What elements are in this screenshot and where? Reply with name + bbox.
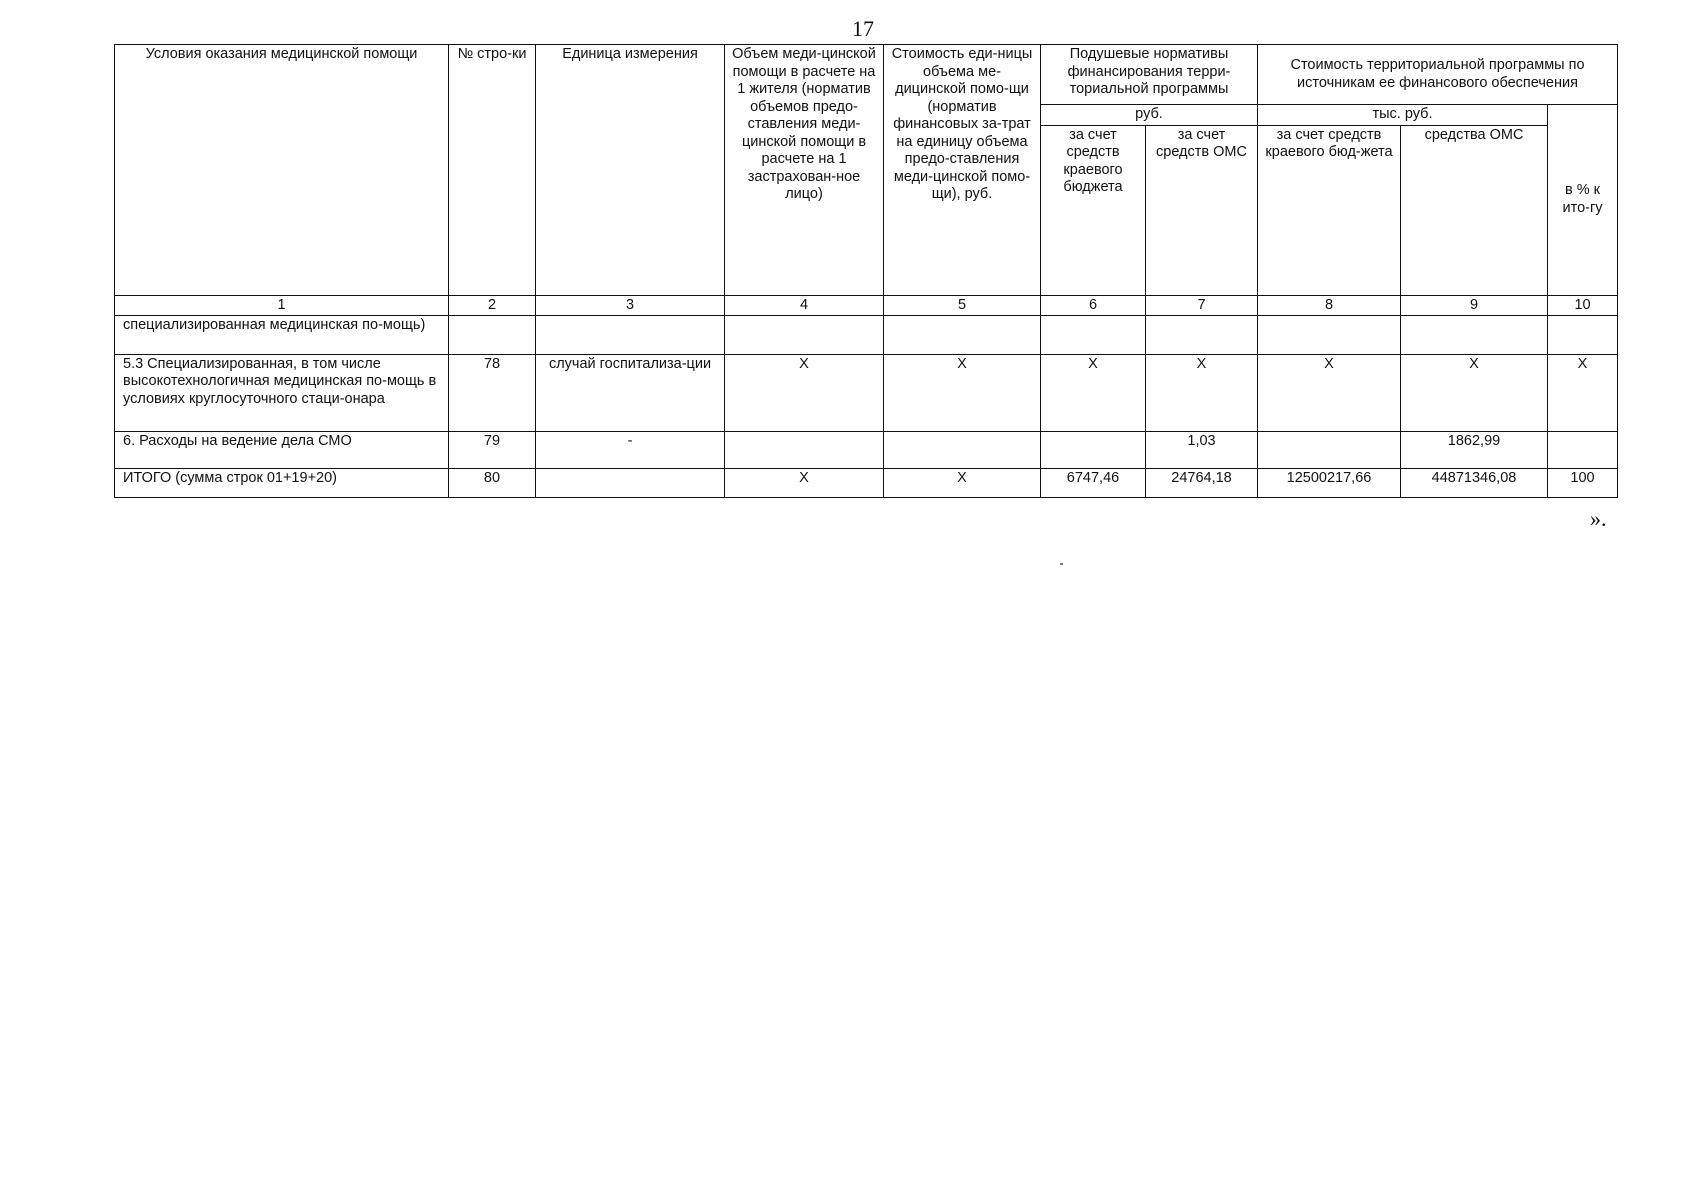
row-oms-thousand: 44871346,08 — [1401, 468, 1548, 497]
row-percent: X — [1548, 354, 1618, 431]
row-oms-rub: 1,03 — [1146, 431, 1258, 468]
header-regional-budget-rub: за счет средств краевого бюджета — [1041, 125, 1146, 295]
column-number-row — [115, 295, 1618, 315]
column-number: 10 — [1548, 295, 1618, 315]
page-number: 17 — [852, 16, 874, 41]
column-number: 2 — [449, 295, 536, 315]
row-unit — [536, 468, 725, 497]
column-number: 1 — [115, 295, 449, 315]
row-oms-thousand: X — [1401, 354, 1548, 431]
header-unit-of-measure: Единица измерения — [536, 45, 725, 296]
closing-quote-mark: ». — [1590, 506, 1607, 531]
header-unit-thousand-rub: тыс. руб. — [1258, 105, 1548, 126]
column-number: 5 — [884, 295, 1041, 315]
header-regional-budget-thousand: за счет средств краевого бюд-жета — [1258, 125, 1401, 295]
row-unit — [536, 315, 725, 354]
row-volume — [725, 431, 884, 468]
header-volume: Объем меди-цинской помощи в расчете на 1 жителя (норматив объемов предо-ставления меди-цинской помощи в расчете на 1 застрахован-ное лицо) — [725, 45, 884, 296]
row-percent — [1548, 431, 1618, 468]
row-line-number: 79 — [449, 431, 536, 468]
row-unit-cost — [884, 315, 1041, 354]
column-number: 4 — [725, 295, 884, 315]
table-row — [115, 354, 1618, 431]
table-row — [115, 315, 1618, 354]
row-oms-thousand — [1401, 315, 1548, 354]
row-condition: 5.3 Специализированная, в том числе высокотехнологичная медицинская по-мощь в условиях круглосуточного стаци-онара — [115, 354, 449, 431]
row-regional-budget-rub — [1041, 315, 1146, 354]
row-oms-thousand: 1862,99 — [1401, 431, 1548, 468]
header-unit-rub: руб. — [1041, 105, 1258, 126]
header-line-number: № стро-ки — [449, 45, 536, 296]
row-oms-rub: X — [1146, 354, 1258, 431]
row-regional-budget-thousand — [1258, 315, 1401, 354]
row-unit-cost — [884, 431, 1041, 468]
row-regional-budget-rub: X — [1041, 354, 1146, 431]
row-percent: 100 — [1548, 468, 1618, 497]
column-number: 9 — [1401, 295, 1548, 315]
column-number: 6 — [1041, 295, 1146, 315]
row-volume: X — [725, 354, 884, 431]
row-condition: 6. Расходы на ведение дела СМО — [115, 431, 449, 468]
row-oms-rub: 24764,18 — [1146, 468, 1258, 497]
scan-speck — [1060, 563, 1063, 565]
column-number: 8 — [1258, 295, 1401, 315]
row-regional-budget-thousand: 12500217,66 — [1258, 468, 1401, 497]
row-regional-budget-thousand — [1258, 431, 1401, 468]
row-condition: специализированная медицинская по-мощь) — [115, 315, 449, 354]
row-volume: X — [725, 468, 884, 497]
row-line-number: 80 — [449, 468, 536, 497]
row-regional-budget-thousand: X — [1258, 354, 1401, 431]
column-number: 3 — [536, 295, 725, 315]
row-regional-budget-rub: 6747,46 — [1041, 468, 1146, 497]
row-condition: ИТОГО (сумма строк 01+19+20) — [115, 468, 449, 497]
financing-table — [114, 44, 1618, 498]
header-conditions: Условия оказания медицинской помощи — [115, 45, 449, 296]
column-number: 7 — [1146, 295, 1258, 315]
row-unit: - — [536, 431, 725, 468]
row-regional-budget-rub — [1041, 431, 1146, 468]
header-oms-thousand: средства ОМС — [1401, 125, 1548, 295]
table-row — [115, 431, 1618, 468]
header-unit-cost: Стоимость еди-ницы объема ме-дицинской помо-щи (норматив финансовых за-трат на единицу объема предо-ставления меди-цинской помо-щи), руб. — [884, 45, 1041, 296]
header-program-cost: Стоимость территориальной программы по источникам ее финансового обеспечения — [1258, 45, 1618, 105]
table-row-total — [115, 468, 1618, 497]
row-percent — [1548, 315, 1618, 354]
row-line-number: 78 — [449, 354, 536, 431]
header-oms-rub: за счет средств ОМС — [1146, 125, 1258, 295]
header-percent-of-total: в % к ито-гу — [1548, 105, 1618, 296]
row-unit: случай госпитализа-ции — [536, 354, 725, 431]
row-unit-cost: X — [884, 354, 1041, 431]
row-unit-cost: X — [884, 468, 1041, 497]
row-volume — [725, 315, 884, 354]
row-line-number — [449, 315, 536, 354]
header-per-capita-norms: Подушевые нормативы финансирования терри-ториальной программы — [1041, 45, 1258, 105]
row-oms-rub — [1146, 315, 1258, 354]
